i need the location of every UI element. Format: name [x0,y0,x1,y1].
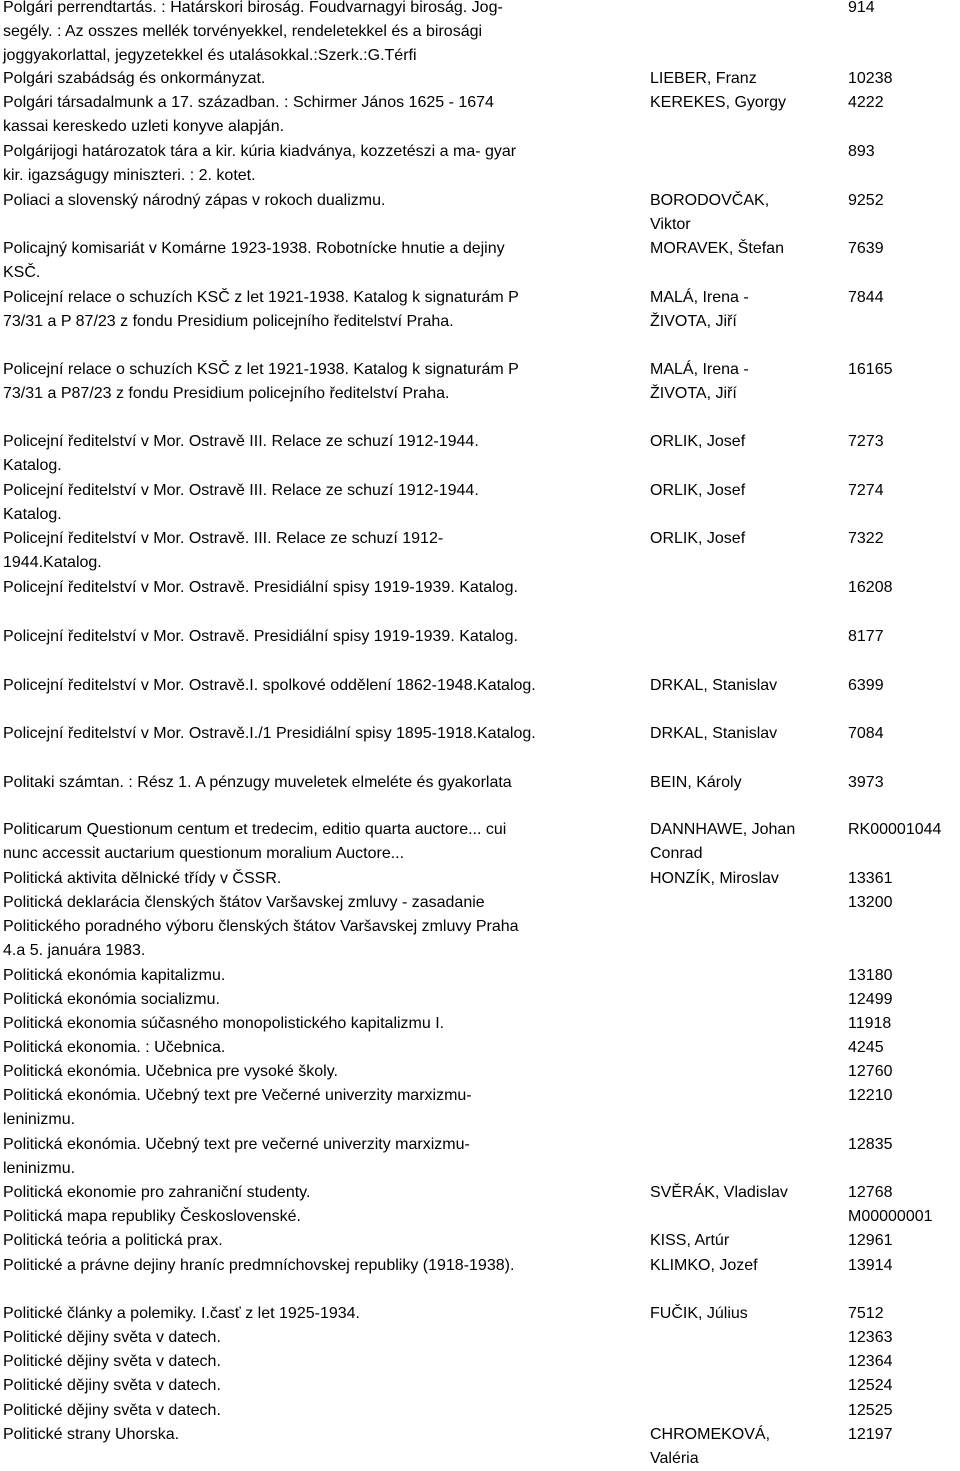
entry-title: Politické dějiny světa v datech. [3,1353,221,1370]
entry-code: 4245 [848,1039,884,1056]
entry-code: 13914 [848,1257,893,1274]
entry-code: 12961 [848,1232,893,1249]
entry-code: RK00001044 [848,821,942,838]
entry-code: 12210 [848,1087,893,1104]
entry-title: Politická ekonomia súčasného monopolistického kapitalizmu I. [3,1015,445,1032]
entry-author: DRKAL, Stanislav [650,725,778,742]
entry-title: Politická deklarácia členských štátov Varšavskej zmluvy - zasadanie Politického poradného výboru členských štátov Varšavskej zmluvy Praha 4.a 5. januára 1983. [3,894,519,960]
entry-code: 7512 [848,1305,884,1322]
entry-title: Politická ekonómia. Učebný text pre Večerné univerzity marxizmu- leninizmu. [3,1087,472,1129]
entry-code: 16165 [848,361,893,378]
entry-author: MALÁ, Irena - ŽIVOTA, Jiří [650,289,749,331]
entry-code: 12768 [848,1184,893,1201]
entry-author: KISS, Artúr [650,1232,730,1249]
entry-title: Politické dějiny světa v datech. [3,1329,221,1346]
entry-author: DRKAL, Stanislav [650,677,778,694]
entry-title: Policejní ředitelství v Mor. Ostravě.I. spolkové oddělení 1862-1948.Katalog. [3,677,536,694]
entry-code: 12525 [848,1402,893,1419]
entry-code: 10238 [848,70,893,87]
entry-title: Policejní ředitelství v Mor. Ostravě. III. Relace ze schuzí 1912- 1944.Katalog. [3,530,444,572]
entry-title: Politické strany Uhorska. [3,1426,180,1443]
entry-title: Politická ekonomie pro zahraniční studenty. [3,1184,311,1201]
entry-code: 11918 [848,1015,892,1032]
entry-code: 13180 [848,967,893,984]
entry-author: HONZÍK, Miroslav [650,870,779,887]
entry-title: Politické dějiny světa v datech. [3,1402,221,1419]
entry-code: 7639 [848,240,884,257]
entry-author: ORLIK, Josef [650,530,746,547]
entry-code: 893 [848,143,875,160]
entry-title: Politická ekonómia. Učebnica pre vysoké školy. [3,1063,338,1080]
entry-code: 12760 [848,1063,893,1080]
entry-title: Policejní ředitelství v Mor. Ostravě. Presidiální spisy 1919-1939. Katalog. [3,628,518,645]
entry-title: Polgári perrendtartás. : Határskori biroság. Foudvarnagyi biroság. Jog- segély. : Az osszes mellék torvényekkel, rendeletekkel és a birosági joggyakorlattal, jegyzetekkel és utalásokkal.:Szerk.:G.Térfi [3,0,503,65]
entry-author: BORODOVČAK, Viktor [650,192,770,234]
entry-code: 7844 [848,289,884,306]
entry-code: 3973 [848,774,884,791]
entry-code: 16208 [848,579,893,596]
entry-author: MALÁ, Irena - ŽIVOTA, Jiří [650,361,749,403]
entry-title: Policejní ředitelství v Mor. Ostravě.I./1 Presidiální spisy 1895-1918.Katalog. [3,725,536,742]
entry-code: 7322 [848,530,884,547]
entry-title: Politická aktivita dělnické třídy v ČSSR. [3,870,282,887]
entry-title: Politické a právne dejiny hraníc predmníchovskej republiky (1918-1938). [3,1257,515,1274]
entry-code: 12363 [848,1329,893,1346]
entry-title: Politické dějiny světa v datech. [3,1377,221,1394]
entry-code: 7084 [848,725,884,742]
entry-title: Polgári társadalmunk a 17. században. : Schirmer János 1625 - 1674 kassai kereskedo uzleti konyve alapján. [3,94,494,136]
entry-title: Policajný komisariát v Komárne 1923-1938. Robotnícke hnutie a dejiny KSČ. [3,240,505,282]
entry-code: 12364 [848,1353,893,1370]
entry-title: Politicarum Questionum centum et tredecim, editio quarta auctore... cui nunc accessit auctarium questionum moralium Auctore... [3,821,507,863]
entry-code: 13361 [848,870,893,887]
entry-code: 914 [848,0,875,16]
entry-code: M00000001 [848,1208,933,1225]
entry-title: Politická ekonomia. : Učebnica. [3,1039,226,1056]
entry-code: 8177 [848,628,884,645]
entry-author: DANNHAWE, Johan Conrad [650,821,796,863]
entry-code: 9252 [848,192,884,209]
entry-title: Policejní ředitelství v Mor. Ostravě. Presidiální spisy 1919-1939. Katalog. [3,579,518,596]
entry-author: BEIN, Károly [650,774,742,791]
entry-title: Policejní relace o schuzích KSČ z let 1921-1938. Katalog k signaturám P 73/31 a P87/23 z fondu Presidium policejního ředitelství Praha. [3,361,519,403]
entry-author: ORLIK, Josef [650,433,746,450]
entry-code: 7273 [848,433,884,450]
entry-title: Politické články a polemiky. I.časť z let 1925-1934. [3,1305,360,1322]
entry-title: Politická teória a politická prax. [3,1232,223,1249]
entry-title: Policejní ředitelství v Mor. Ostravě III. Relace ze schuzí 1912-1944. Katalog. [3,482,479,524]
entry-title: Policejní ředitelství v Mor. Ostravě III. Relace ze schuzí 1912-1944. Katalog. [3,433,479,475]
entry-title: Polgárijogi határozatok tára a kir. kúria kiadványa, kozzetészi a ma- gyar kir. igazságugy miniszteri. : 2. kotet. [3,143,517,185]
entry-title: Politická ekonómia socializmu. [3,991,220,1008]
entry-code: 7274 [848,482,884,499]
entry-title: Politaki számtan. : Rész 1. A pénzugy muveletek elmeléte és gyakorlata [3,774,512,791]
entry-author: KEREKES, Gyorgy [650,94,787,111]
entry-title: Politická mapa republiky Československé. [3,1208,301,1225]
entry-code: 12835 [848,1136,893,1153]
entry-code: 12197 [848,1426,893,1443]
entry-author: SVĚRÁK, Vladislav [650,1184,788,1201]
entry-code: 12499 [848,991,893,1008]
entry-author: FUČIK, Július [650,1305,748,1322]
entry-title: Poliaci a slovenský národný zápas v rokoch dualizmu. [3,192,386,209]
entry-author: CHROMEKOVÁ, Valéria [650,1426,771,1468]
entry-author: KLIMKO, Jozef [650,1257,758,1274]
entry-code: 6399 [848,677,884,694]
entry-code: 4222 [848,94,884,111]
entry-code: 13200 [848,894,893,911]
entry-title: Policejní relace o schuzích KSČ z let 1921-1938. Katalog k signaturám P 73/31 a P 87/23 z fondu Presidium policejního ředitelství Praha. [3,289,519,331]
entry-title: Polgári szabádság és onkormányzat. [3,70,266,87]
entry-author: MORAVEK, Štefan [650,240,784,257]
entry-title: Politická ekonómia. Učebný text pre večerné univerzity marxizmu- leninizmu. [3,1136,470,1178]
entry-author: LIEBER, Franz [650,70,757,87]
entry-code: 12524 [848,1377,893,1394]
entry-title: Politická ekonómia kapitalizmu. [3,967,226,984]
entry-author: ORLIK, Josef [650,482,746,499]
